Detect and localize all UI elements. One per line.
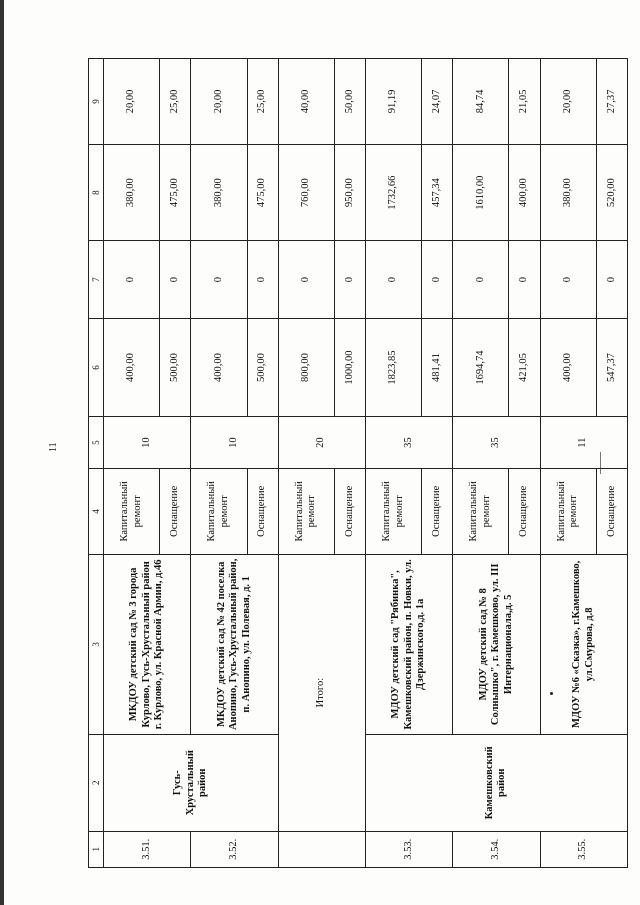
amount-col7: 0 — [104, 241, 160, 318]
amount-col9: 25,00 — [247, 59, 278, 145]
work-type: Оснащение — [334, 468, 365, 554]
organization-name: МДОУ детский сад "Рябинка", Камешковский район, п. Новки, ул. Дзержинского,д. 1а — [365, 554, 452, 734]
amount-col8: 1610,00 — [453, 144, 509, 241]
row-number: 3.54. — [453, 831, 540, 867]
amount-total: 1694,74 — [453, 318, 509, 417]
places-count: 10 — [191, 417, 278, 469]
amount-col8: 950,00 — [334, 144, 365, 241]
amount-col9: 21,05 — [509, 59, 540, 145]
header-row — [89, 59, 104, 868]
amount-col9: 84,74 — [453, 59, 509, 145]
district-name: Камешковский район — [365, 734, 627, 831]
amount-col7: 0 — [453, 241, 509, 318]
col-header: 8 — [89, 144, 104, 241]
amount-total: 481,41 — [422, 318, 453, 417]
amount-total: 421,05 — [509, 318, 540, 417]
table-row — [365, 59, 421, 868]
row-number: 3.52. — [191, 831, 278, 867]
amount-col8: 380,00 — [104, 144, 160, 241]
amount-col8: 380,00 — [191, 144, 247, 241]
work-type: Капитальный ремонт — [453, 468, 509, 554]
amount-col9: 40,00 — [278, 59, 334, 145]
amount-col8: 380,00 — [540, 144, 596, 241]
scan-edge — [0, 0, 4, 905]
col-header: 7 — [89, 241, 104, 318]
col-header: 2 — [89, 734, 104, 831]
amount-col7: 0 — [365, 241, 421, 318]
work-type: Оснащение — [422, 468, 453, 554]
amount-col9: 20,00 — [540, 59, 596, 145]
col-header: 3 — [89, 554, 104, 734]
amount-col9: 27,37 — [596, 59, 627, 145]
amount-total: 547,37 — [596, 318, 627, 417]
work-type: Оснащение — [160, 468, 191, 554]
organization-name: МДОУ детский сад № 8 Солнышко", г. Камешково, ул. III Интернационала,д. 5 — [453, 554, 540, 734]
work-type: Оснащение — [247, 468, 278, 554]
district-name: Гусь-Хрустальный район — [104, 734, 279, 831]
organization-name: МКДОУ детский сад № 42 поселка Анопино, Гусь-Хрустальный район, п. Анопино, ул. Полевая, д. 1 — [191, 554, 278, 734]
amount-total: 400,00 — [540, 318, 596, 417]
amount-col7: 0 — [160, 241, 191, 318]
row-number: 3.55. — [540, 831, 627, 867]
organization-name: МДОУ №6 «Сказка», г.Камешково, ул.Смурова, д.8 — [540, 554, 627, 734]
amount-col7: 0 — [422, 241, 453, 318]
row-number-empty — [278, 831, 365, 867]
work-type: Капитальный ремонт — [104, 468, 160, 554]
amount-col7: 0 — [191, 241, 247, 318]
amount-col9: 24,07 — [422, 59, 453, 145]
amount-col8: 1732,66 — [365, 144, 421, 241]
amount-total: 500,00 — [160, 318, 191, 417]
organization-name: МКДОУ детский сад № 3 города Курлово, Гусь-Хрустальный район г. Курлово, ул. Красной Армии, д.46 — [104, 554, 191, 734]
total-label: Итого: — [278, 554, 365, 831]
row-number: 3.53. — [365, 831, 452, 867]
amount-col9: 20,00 — [104, 59, 160, 145]
amount-col7: 0 — [596, 241, 627, 318]
amount-total: 1000,00 — [334, 318, 365, 417]
amount-col8: 457,34 — [422, 144, 453, 241]
amount-total: 500,00 — [247, 318, 278, 417]
places-count: 10 — [104, 417, 191, 469]
places-count: 11 — [540, 417, 627, 469]
amount-total: 400,00 — [104, 318, 160, 417]
col-header: 5 — [89, 417, 104, 469]
work-type: Оснащение — [596, 468, 627, 554]
row-number: 3.51. — [104, 831, 191, 867]
work-type: Оснащение — [509, 468, 540, 554]
amount-col8: 400,00 — [509, 144, 540, 241]
amount-col7: 0 — [509, 241, 540, 318]
amount-col7: 0 — [540, 241, 596, 318]
amount-col7: 0 — [247, 241, 278, 318]
amount-total: 1823,85 — [365, 318, 421, 417]
work-type: Капитальный ремонт — [540, 468, 596, 554]
total-row — [278, 59, 334, 868]
places-count: 35 — [365, 417, 452, 469]
col-header: 4 — [89, 468, 104, 554]
col-header: 1 — [89, 831, 104, 867]
table-row — [104, 59, 160, 868]
amount-col7: 0 — [278, 241, 334, 318]
amount-col8: 520,00 — [596, 144, 627, 241]
amount-total: 800,00 — [278, 318, 334, 417]
work-type: Капитальный ремонт — [278, 468, 334, 554]
amount-col9: 50,00 — [334, 59, 365, 145]
amount-col9: 91,19 — [365, 59, 421, 145]
work-type: Капитальный ремонт — [365, 468, 421, 554]
amount-col9: 20,00 — [191, 59, 247, 145]
amount-col9: 25,00 — [160, 59, 191, 145]
amount-col8: 475,00 — [247, 144, 278, 241]
page-number: 11 — [48, 442, 59, 452]
work-type: Капитальный ремонт — [191, 468, 247, 554]
places-count: 20 — [278, 417, 365, 469]
places-count: 35 — [453, 417, 540, 469]
amount-col7: 0 — [334, 241, 365, 318]
rotated-table-container — [88, 58, 628, 868]
col-header: 9 — [89, 59, 104, 145]
funding-table — [88, 58, 628, 868]
amount-total: 400,00 — [191, 318, 247, 417]
amount-col8: 760,00 — [278, 144, 334, 241]
col-header: 6 — [89, 318, 104, 417]
amount-col8: 475,00 — [160, 144, 191, 241]
